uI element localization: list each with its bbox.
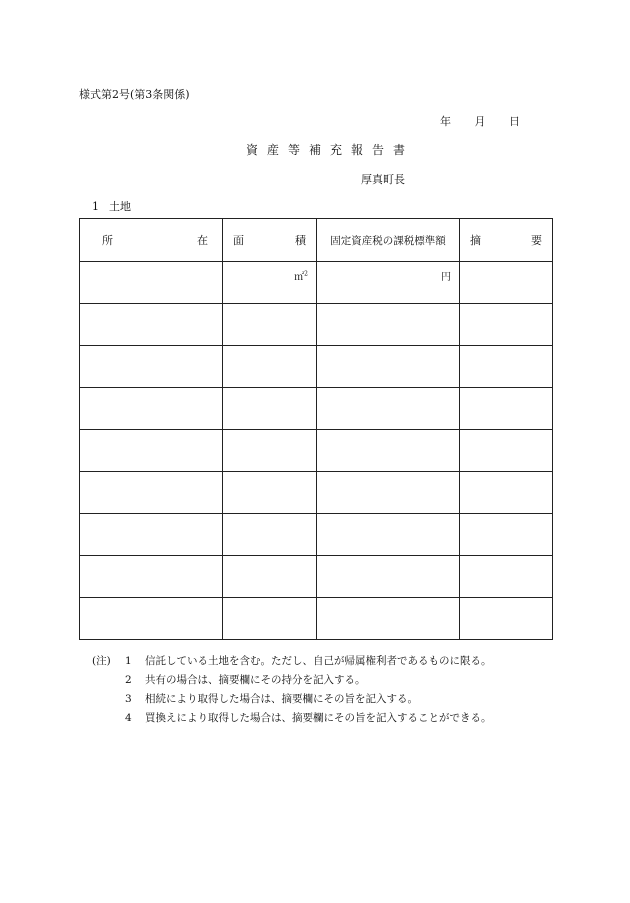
table-row	[80, 346, 553, 388]
cell-tax-value[interactable]	[317, 346, 460, 388]
cell-remarks[interactable]	[460, 556, 553, 598]
cell-remarks[interactable]	[460, 388, 553, 430]
note-item: 2 共有の場合は、摘要欄にその持分を記入する。	[125, 674, 366, 686]
date-month: 月	[474, 115, 486, 128]
cell-tax-value[interactable]	[317, 388, 460, 430]
cell-area[interactable]	[223, 472, 317, 514]
cell-tax-value[interactable]	[317, 556, 460, 598]
cell-tax-value[interactable]	[317, 430, 460, 472]
cell-tax-value[interactable]	[317, 262, 460, 304]
cell-tax-value[interactable]	[317, 598, 460, 640]
cell-location[interactable]	[80, 430, 223, 472]
notes-label: (注)	[92, 655, 111, 667]
header-tax-value: 固定資産税の課税標準額	[317, 219, 460, 262]
table-row	[80, 598, 553, 640]
cell-area[interactable]	[223, 556, 317, 598]
cell-remarks[interactable]	[460, 262, 553, 304]
table-row	[80, 472, 553, 514]
land-table	[79, 218, 553, 640]
cell-remarks[interactable]	[460, 514, 553, 556]
note-item: 3 相続により取得した場合は、摘要欄にその旨を記入する。	[125, 693, 418, 705]
header-location: 所 在	[80, 219, 223, 262]
note-item: (注) 1 信託している土地を含む。ただし、自己が帰属権利者であるものに限る。	[92, 652, 492, 671]
cell-remarks[interactable]	[460, 304, 553, 346]
cell-remarks[interactable]	[460, 598, 553, 640]
table-row	[80, 388, 553, 430]
table-header-row	[80, 219, 553, 262]
table-row	[80, 262, 553, 304]
cell-area[interactable]	[223, 430, 317, 472]
table-row	[80, 430, 553, 472]
cell-tax-value[interactable]	[317, 514, 460, 556]
cell-location[interactable]	[80, 514, 223, 556]
section-label: 土地	[109, 200, 131, 213]
table-row	[80, 304, 553, 346]
cell-area[interactable]: ㎡$^2$	[223, 262, 317, 304]
document-title: 資産等補充報告書	[245, 143, 414, 157]
notes	[92, 652, 492, 728]
header-area: 面 積	[223, 219, 317, 262]
date-line	[440, 113, 540, 129]
cell-location[interactable]	[80, 346, 223, 388]
section-heading	[92, 198, 131, 214]
cell-location[interactable]	[80, 388, 223, 430]
cell-location[interactable]	[80, 262, 223, 304]
cell-remarks[interactable]	[460, 430, 553, 472]
table-row	[80, 556, 553, 598]
cell-remarks[interactable]	[460, 472, 553, 514]
cell-remarks[interactable]	[460, 346, 553, 388]
cell-area[interactable]	[223, 304, 317, 346]
section-number: 1	[92, 200, 99, 213]
cell-tax-value[interactable]	[317, 304, 460, 346]
cell-area[interactable]	[223, 514, 317, 556]
table-row	[80, 514, 553, 556]
date-day: 日	[509, 115, 520, 128]
cell-area[interactable]	[223, 598, 317, 640]
note-item: 4 買換えにより取得した場合は、摘要欄にその旨を記入することができる。	[125, 712, 492, 724]
cell-tax-value[interactable]	[317, 472, 460, 514]
addressee: 厚真町長	[361, 173, 405, 186]
cell-area[interactable]	[223, 388, 317, 430]
date-year: 年	[440, 115, 451, 128]
cell-location[interactable]	[80, 556, 223, 598]
cell-area[interactable]	[223, 346, 317, 388]
cell-location[interactable]	[80, 304, 223, 346]
header-remarks: 摘 要	[460, 219, 553, 262]
area-unit: ㎡	[294, 272, 305, 283]
yen-unit: 円	[441, 272, 451, 283]
form-number: 様式第2号(第3条関係)	[79, 88, 190, 101]
cell-location[interactable]	[80, 598, 223, 640]
cell-location[interactable]	[80, 472, 223, 514]
